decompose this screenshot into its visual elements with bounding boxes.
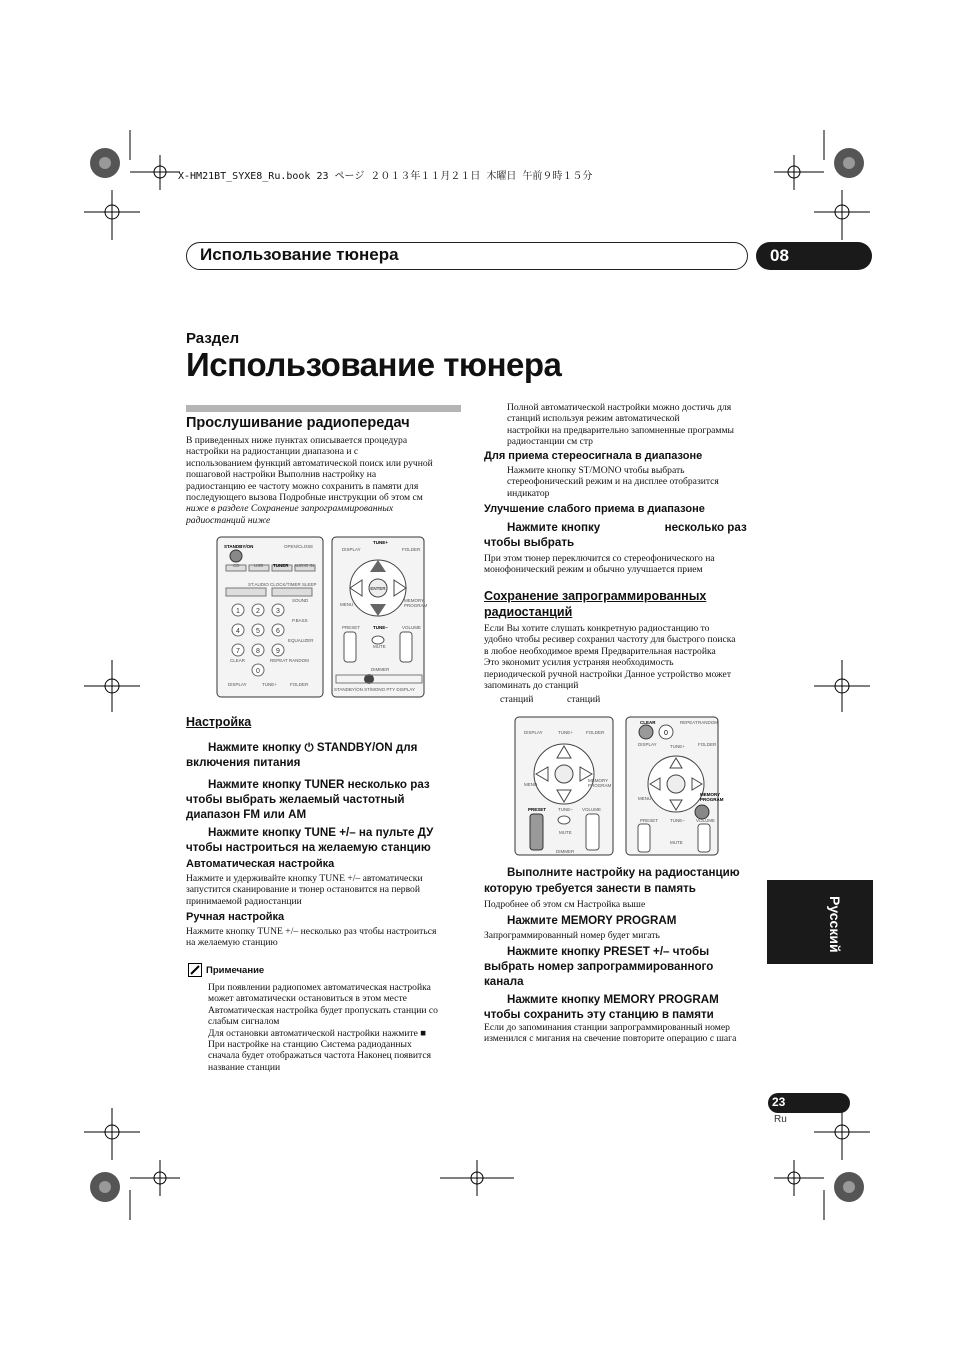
stereo-heading: Для приема стереосигнала в диапазоне	[484, 450, 703, 462]
note-body: При появлении радиопомех автоматическая настройка может автоматически остановиться в этом месте Автоматическая настройка будет пропускать станции со слабым сигналом Для остановки автоматической настройки нажмите ■ При настройке на станцию Система радиоданных сначала будет отображаться частота Наконец появится название станции	[208, 982, 438, 1073]
weak-reception-heading: Улучшение слабого приема в диапазоне	[484, 503, 705, 515]
header-title: Использование тюнера	[200, 245, 399, 264]
manual-tuning-body: Нажмите кнопку TUNE +/– несколько раз чтобы настроиться на желаемую станцию	[186, 926, 437, 949]
svg-text:ENTER: ENTER	[370, 586, 386, 591]
svg-text:TUNE+: TUNE+	[558, 730, 573, 735]
svg-text:5: 5	[256, 628, 260, 635]
svg-text:VOLUME: VOLUME	[696, 818, 716, 823]
remote-illustration-full	[216, 536, 426, 698]
svg-text:USB: USB	[254, 563, 264, 568]
language-side-tab: Русский	[767, 880, 873, 964]
svg-text:1: 1	[236, 608, 240, 615]
manual-tuning-heading: Ручная настройка	[186, 911, 285, 923]
svg-text:4: 4	[236, 628, 240, 635]
preset-heading: Сохранение запрограммированных радиостанций	[484, 589, 707, 619]
preset-step-2-body: Запрограммированный номер будет мигать	[484, 930, 660, 941]
svg-text:6: 6	[276, 628, 280, 635]
svg-text:TUNE+: TUNE+	[373, 540, 388, 545]
page-number: 23	[772, 1095, 786, 1109]
section-title: Использование тюнера	[186, 346, 562, 383]
svg-text:VOLUME: VOLUME	[402, 625, 422, 630]
svg-text:FOLDER: FOLDER	[290, 682, 309, 687]
svg-text:CLEAR: CLEAR	[230, 658, 246, 663]
remote-illustration-preset	[514, 716, 724, 856]
svg-text:9: 9	[276, 648, 280, 655]
svg-text:MUTE: MUTE	[670, 840, 683, 845]
svg-text:STANDBY/ON ST/MONO PTY DISP: STANDBY/ON ST/MONO PTY DISPLAY	[334, 687, 416, 692]
svg-text:PRESET: PRESET	[640, 818, 659, 823]
section-label: Раздел	[186, 330, 240, 347]
svg-text:DISPLAY: DISPLAY	[228, 682, 247, 687]
svg-text:TUNE–: TUNE–	[670, 818, 685, 823]
svg-text:TUNER: TUNER	[273, 563, 289, 568]
svg-text:MUTE: MUTE	[559, 830, 572, 835]
svg-text:P.BASS: P.BASS	[292, 618, 308, 623]
weak-reception-body: При этом тюнер переключится со стереофонического на монофонический режим и обычно улучшается прием	[484, 553, 715, 576]
svg-text:MEMORY: MEMORY	[404, 598, 425, 603]
right-intro: Полной автоматической настройки можно достичь для станций используя режим автоматической настройки на предварительно запомненные программы радиостанции см стр	[507, 402, 734, 448]
tuning-step-1: Нажмите кнопку ⏻ STANDBY/ON для	[208, 741, 418, 754]
svg-text:FOLDER: FOLDER	[586, 730, 605, 735]
svg-text:RANDOM: RANDOM	[698, 720, 718, 725]
svg-text:VOLUME: VOLUME	[582, 807, 602, 812]
svg-text:TUNE+: TUNE+	[262, 682, 277, 687]
tuning-step-3: Нажмите кнопку TUNE +/– на пульте ДУ	[208, 826, 434, 839]
svg-text:ST.AUDIO CLOCK/TIMER SLEEP: ST.AUDIO CLOCK/TIMER SLEEP	[248, 582, 317, 587]
chapter-number: 08	[770, 246, 789, 265]
svg-text:MENU: MENU	[340, 602, 354, 607]
power-icon	[230, 550, 242, 562]
svg-text:EQUALIZER: EQUALIZER	[288, 638, 314, 643]
svg-text:AUDIO IN: AUDIO IN	[294, 563, 315, 568]
preset-step-4-body: Если до запоминания станции запрограммированный номер изменился с мигания на свечение повторите операцию с шага	[484, 1022, 737, 1045]
svg-text:DISPLAY: DISPLAY	[524, 730, 543, 735]
svg-text:TUNE+: TUNE+	[670, 744, 685, 749]
preset-step-1: Выполните настройку на радиостанцию	[507, 866, 740, 879]
svg-text:MEMORY: MEMORY	[588, 778, 609, 783]
svg-text:TUNE–: TUNE–	[558, 807, 573, 812]
page-language: Ru	[774, 1114, 787, 1125]
svg-text:REPEAT RANDOM: REPEAT RANDOM	[270, 658, 309, 663]
preset-step-4: Нажмите кнопку MEMORY PROGRAM	[507, 993, 719, 1006]
note-label: Примечание	[206, 965, 265, 976]
preset-body-2: станций станций	[500, 694, 601, 705]
svg-text:CD: CD	[233, 563, 240, 568]
svg-text:PROGRAM: PROGRAM	[404, 603, 428, 608]
svg-text:OPEN/CLOSE: OPEN/CLOSE	[284, 544, 314, 549]
svg-text:DISPLAY: DISPLAY	[638, 742, 657, 747]
svg-text:0: 0	[664, 730, 668, 737]
svg-text:PRESET: PRESET	[342, 625, 361, 630]
svg-text:2: 2	[256, 608, 260, 615]
tuning-heading: Настройка	[186, 715, 252, 729]
svg-text:MENU: MENU	[524, 782, 538, 787]
svg-text:PROGRAM: PROGRAM	[588, 783, 612, 788]
svg-text:MENU: MENU	[638, 796, 652, 801]
svg-text:MUTE: MUTE	[373, 644, 386, 649]
stereo-body: Нажмите кнопку ST/MONO чтобы выбрать стереофонический режим и на дисплее отобразится индикатор	[507, 465, 719, 499]
svg-text:PRESET: PRESET	[528, 807, 547, 812]
preset-body: Если Вы хотите слушать конкретную радиостанцию то удобно чтобы ресивер сохранил частоту для быстрого поиска в любое необходимое время Предварительная настройка Это экономит усилия устраняя необходимость периодической ручной настройки Данное устройство может запоминать до станций	[484, 623, 736, 692]
svg-text:CLEAR: CLEAR	[640, 720, 656, 725]
listening-body: В приведенных ниже пунктах описывается процедура настройки на радиостанции диапазона и с использованием функций автоматической поиск или ручной пошаговой настройки Выполнив настройку на радиостанцию ее частоту можно сохранить в памяти для последующего вызова Подробные инструкции об этом см ниже в разделе Сохранение запрограммированных радиостанций ниже	[186, 435, 433, 526]
svg-text:PROGRAM: PROGRAM	[700, 797, 724, 802]
svg-text:7: 7	[236, 648, 240, 655]
svg-text:DISPLAY: DISPLAY	[342, 547, 361, 552]
svg-text:FOLDER: FOLDER	[402, 547, 421, 552]
tuning-step-2: Нажмите кнопку TUNER несколько раз	[208, 778, 430, 791]
chapter-badge	[756, 242, 872, 270]
weak-reception-step: Нажмите кнопку несколько раз	[507, 521, 747, 534]
auto-tuning-heading: Автоматическая настройка	[186, 858, 335, 870]
svg-text:8: 8	[256, 648, 260, 655]
svg-text:STANDBY/ON: STANDBY/ON	[224, 544, 254, 549]
svg-text:FOLDER: FOLDER	[698, 742, 717, 747]
svg-text:0: 0	[256, 668, 260, 675]
svg-text:3: 3	[276, 608, 280, 615]
svg-text:SOUND: SOUND	[292, 598, 309, 603]
listening-heading: Прослушивание радиопередач	[186, 415, 410, 431]
section-rule	[186, 405, 461, 412]
preset-step-2: Нажмите MEMORY PROGRAM	[507, 914, 677, 927]
note-icon	[188, 963, 202, 977]
auto-tuning-body: Нажмите и удерживайте кнопку TUNE +/– автоматически запустится сканирование и тюнер остановится на первой принимаемой радиостанции	[186, 873, 423, 907]
svg-text:DIMMER: DIMMER	[371, 667, 390, 672]
preset-step-3: Нажмите кнопку PRESET +/– чтобы	[507, 945, 710, 958]
svg-text:TUNE–: TUNE–	[373, 625, 388, 630]
preset-step-1-body: Подробнее об этом см Настройка выше	[484, 899, 646, 910]
svg-text:DIMMER: DIMMER	[556, 849, 575, 854]
svg-text:REPEAT: REPEAT	[680, 720, 698, 725]
print-header: X-HM21BT_SYXE8_Ru.book 23 ページ ２０１３年１１月２１日 木曜日 午前９時１５分	[178, 171, 593, 182]
svg-text:MEMORY: MEMORY	[700, 792, 721, 797]
